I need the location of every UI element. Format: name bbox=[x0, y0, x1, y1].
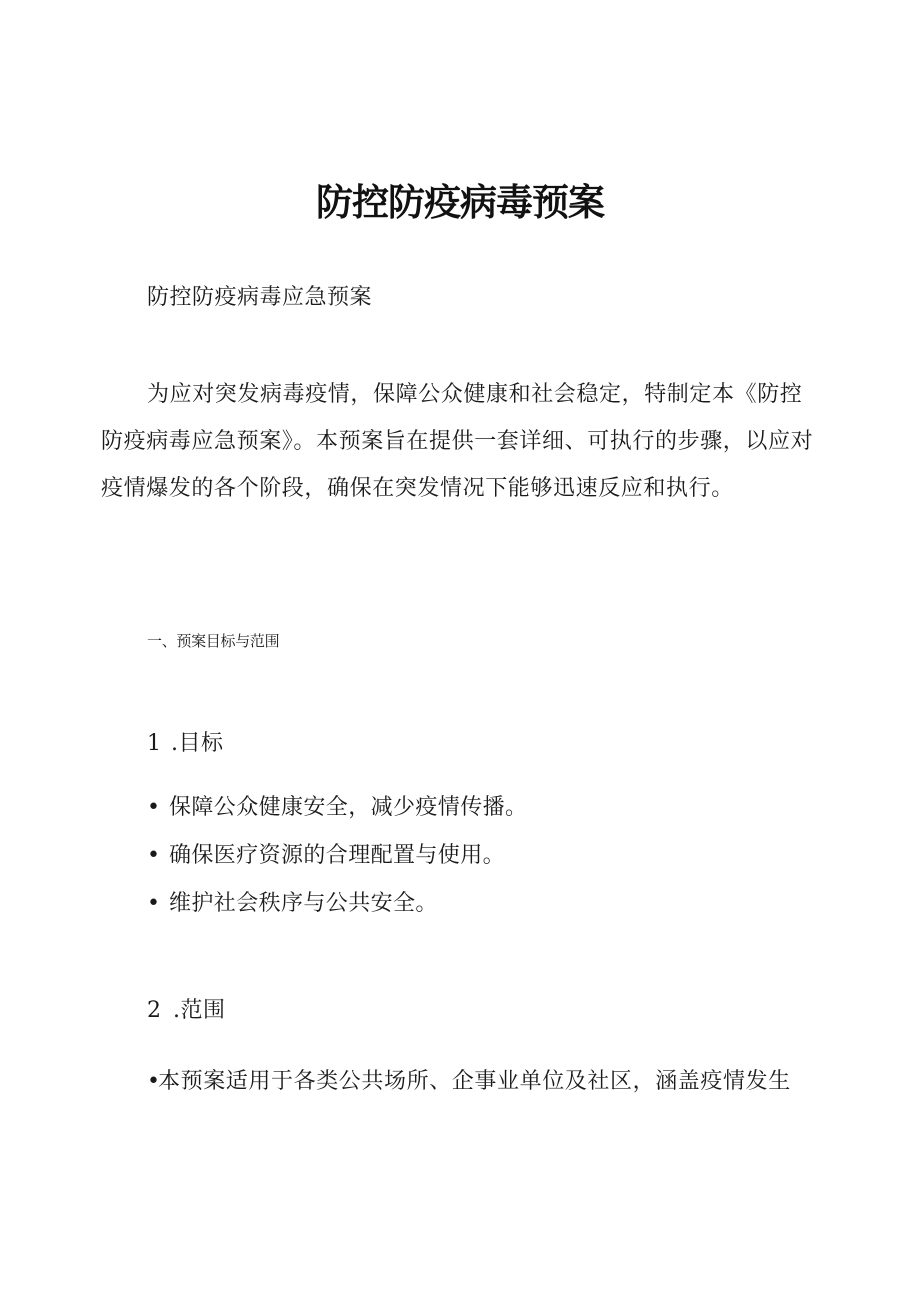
list-item bbox=[147, 890, 527, 938]
scope-list-item bbox=[147, 1064, 791, 1095]
section-heading-goals-scope: 一、预案目标与范围 bbox=[147, 632, 280, 650]
scope-heading bbox=[147, 993, 226, 1024]
goal-heading-number: 1 bbox=[147, 731, 162, 756]
scope-item-text: 本预案适用于各类公共场所、企事业单位及社区，涵盖疫情发生 bbox=[158, 1069, 791, 1094]
scope-heading-number: 2 bbox=[147, 998, 162, 1023]
intro-paragraph: 为应对突发病毒疫情，保障公众健康和社会稳定，特制定本《防控防疫病毒应急预案》。本预案旨在提供一套详细、可执行的步骤，以应对疫情爆发的各个阶段，确保在突发情况下能够迅速反应和执行。 bbox=[101, 382, 814, 501]
bullet-icon: • bbox=[147, 891, 161, 916]
list-item-text: 保障公众健康安全，减少疫情传播。 bbox=[169, 795, 528, 820]
scope-heading-label: .范围 bbox=[173, 998, 226, 1023]
document-title: 防控防疫病毒预案 bbox=[316, 181, 604, 224]
list-item bbox=[147, 842, 527, 890]
list-item-text: 确保医疗资源的合理配置与使用。 bbox=[169, 843, 506, 868]
goal-heading-label: .目标 bbox=[171, 731, 224, 756]
bullet-icon: • bbox=[147, 843, 161, 868]
list-item bbox=[147, 794, 527, 842]
bullet-icon: • bbox=[147, 795, 161, 820]
goal-heading bbox=[147, 726, 224, 757]
document-subtitle: 防控防疫病毒应急预案 bbox=[147, 285, 373, 310]
bullet-icon: • bbox=[147, 1069, 161, 1094]
goal-bullet-list bbox=[147, 794, 527, 938]
list-item-text: 维护社会秩序与公共安全。 bbox=[169, 891, 438, 916]
